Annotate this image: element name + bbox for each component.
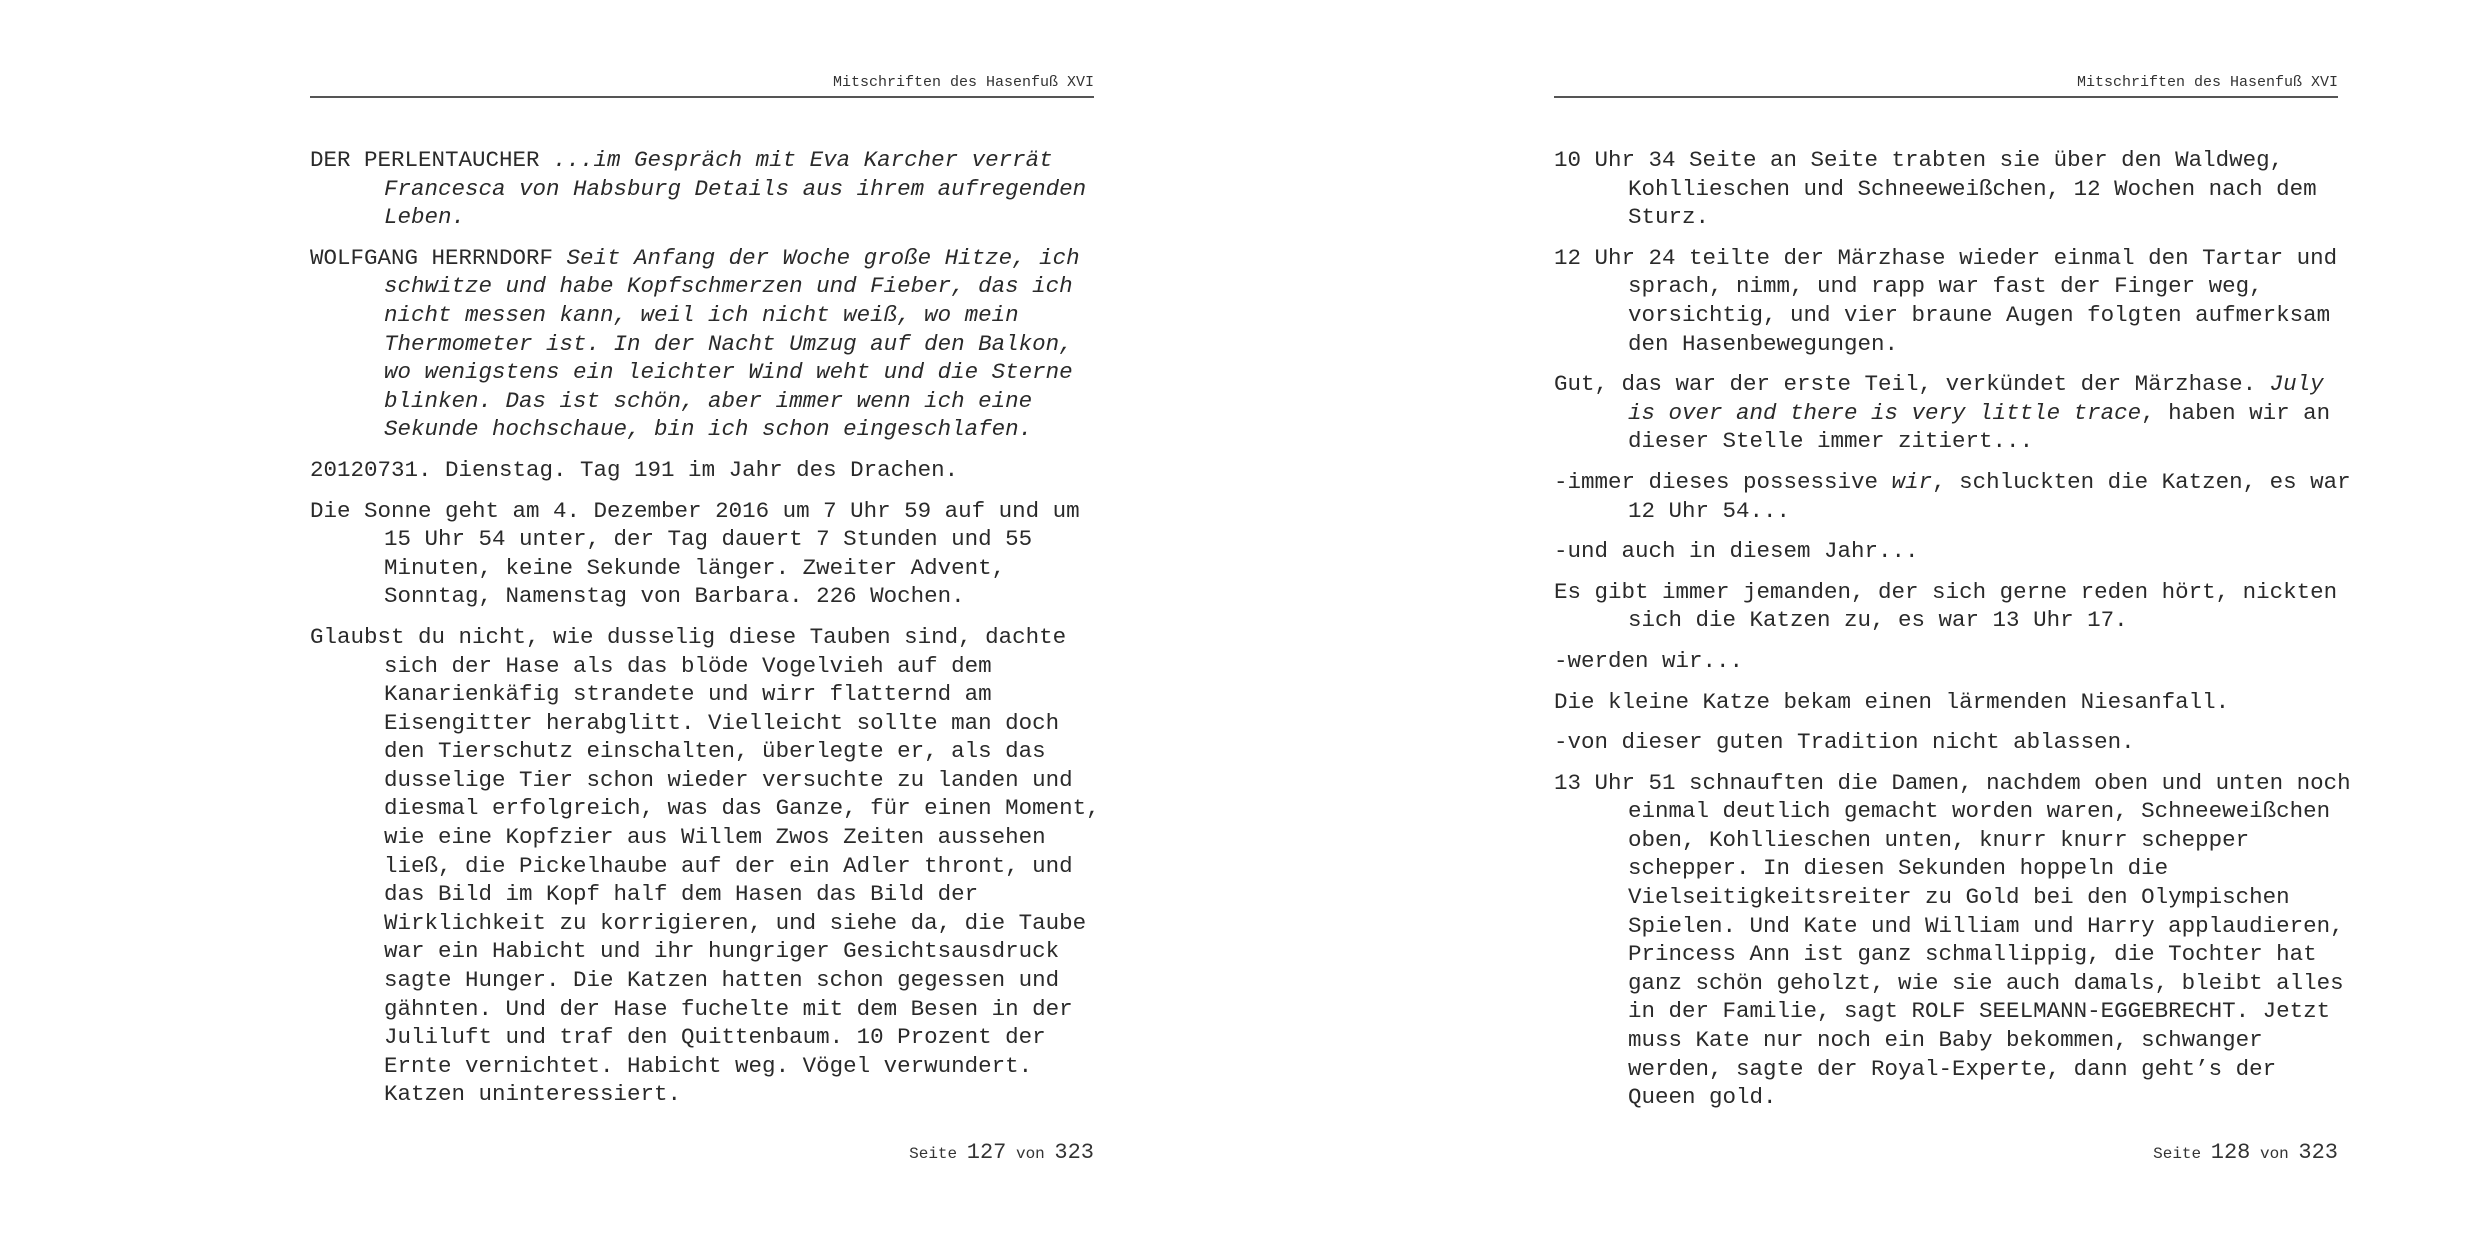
footer-seite: Seite [2153,1145,2202,1163]
paragraph: -von dieser guten Tradition nicht ablassen. [1554,729,2135,756]
paragraph: Die kleine Katze bekam einen lärmenden Niesanfall. [1554,688,2230,715]
paragraph: 10 Uhr 34 Seite an Seite trabten sie über den Waldweg, Kohllieschen und Schneeweißchen, 12 Wochen nach dem Sturz. [1554,147,2317,231]
paragraph-tail: , haben wir an dieser Stelle immer zitiert... [1628,399,2331,455]
page-footer [310,1140,1094,1170]
paragraph [1554,468,2354,525]
header-rule [310,96,1094,98]
right-page [1240,0,2480,1240]
paragraph: Es gibt immer jemanden, der sich gerne reden hört, nickten sich die Katzen zu, es war 13 Uhr 17. [1554,578,2338,634]
footer-von: von [1015,1145,1045,1163]
page-body [310,146,1110,1121]
page-number: 127 [966,1140,1007,1165]
page-body [1554,146,2354,1124]
running-header: Mitschriften des Hasenfuß XVI [832,74,1094,91]
page-footer [1554,1140,2338,1170]
paragraph-lead: Gut, das war der erste Teil, verkündet der Märzhase. [1554,371,2270,398]
footer-von: von [2259,1145,2289,1163]
paragraph: -werden wir... [1554,647,1744,674]
paragraph: 13 Uhr 51 schnauften die Damen, nachdem oben und unten noch einmal deutlich gemacht worden waren, Schneeweißchen oben, Kohllieschen unten, knurr knurr schepper schepper. In diesen Sekunden hoppeln die Vielseitigkeitsreiter zu Gold bei den Olympischen Spielen. Und Kate und William und Harry applaudieren, Princess Ann ist ganz schmallippig, die Tochter hat ganz schön geholzt, wie sie auch damals, bleibt alles in der Familie, sagt ROLF SEELMANN-EGGEBRECHT. Jetzt muss Kate nur noch ein Baby bekommen, schwanger werden, sagte der Royal-Experte, dann geht’s der Queen gold. [1554,769,2351,1111]
page-total: 323 [1054,1140,1094,1165]
paragraph-quote: ...im Gespräch mit Eva Karcher verrät Francesca von Habsburg Details aus ihrem aufregenden Leben. [384,147,1087,231]
running-header: Mitschriften des Hasenfuß XVI [2076,74,2338,91]
paragraph-lead: -immer dieses possessive [1554,468,1892,495]
paragraph-tail: , schluckten die Katzen, es war 12 Uhr 54... [1628,468,2351,524]
paragraph: 12 Uhr 24 teilte der Märzhase wieder einmal den Tartar und sprach, nimm, und rapp war fast der Finger weg, vorsichtig, und vier braune Augen folgten aufmerksam den Hasenbewegungen. [1554,244,2338,357]
paragraph-lead: DER PERLENTAUCHER [310,147,554,173]
paragraph-lead: WOLFGANG HERRNDORF [310,244,567,271]
paragraph [310,146,1110,232]
paragraph: 20120731. Dienstag. Tag 191 im Jahr des Drachen. [310,456,959,483]
footer-seite: Seite [909,1145,958,1163]
paragraph-emphasis: wir [1891,468,1933,495]
page-total: 323 [2298,1140,2338,1165]
paragraph: -und auch in diesem Jahr... [1554,538,1919,565]
paragraph: Die Sonne geht am 4. Dezember 2016 um 7 Uhr 59 auf und um 15 Uhr 54 unter, der Tag dauert 7 Stunden und 55 Minuten, keine Sekunde länger. Zweiter Advent, Sonntag, Namenstag von Barbara. 226 Wochen. [310,497,1080,610]
paragraph-quote: July is over and there is very little trace [1628,371,2324,426]
paragraph-quote: Seit Anfang der Woche große Hitze, ich schwitze und habe Kopfschmerzen und Fieber, das ich nicht messen kann, weil ich nicht weiß, wo mein Thermometer ist. In der Nacht Umzug auf den Balkon, wo wenigstens ein leichter Wind weht und die Sterne blinken. Das ist schön, aber immer wenn ich eine Sekunde hochschaue, bin ich schon eingeschlafen. [384,244,1080,443]
paragraph: Glaubst du nicht, wie dusselig diese Tauben sind, dachte sich der Hase als das blöde Vogelvieh auf dem Kanarienkäfig strandete und wirr flatternd am Eisengitter herabglitt. Vielleicht sollte man doch den Tierschutz einschalten, überlegte er, als das dusselige Tier schon wieder versuchte zu landen und diesmal erfolgreich, was das Ganze, für einen Moment, wie eine Kopfzier aus Willem Zwos Zeiten aussehen ließ, die Pickelhaube auf der ein Adler thront, und das Bild im Kopf half dem Hasen das Bild der Wirklichkeit zu korrigieren, und siehe da, die Taube war ein Habicht und ihr hungriger Gesichtsausdruck sagte Hunger. Die Katzen hatten schon gegessen und gähnten. Und der Hase fuchelte mit dem Besen in der Juliluft und traf den Quittenbaum. 10 Prozent der Ernte vernichtet. Habicht weg. Vögel verwundert. Katzen uninteressiert. [310,623,1100,1108]
page-number: 128 [2210,1140,2251,1165]
paragraph [1554,370,2354,456]
header-rule [1554,96,2338,98]
paragraph [310,244,1110,444]
